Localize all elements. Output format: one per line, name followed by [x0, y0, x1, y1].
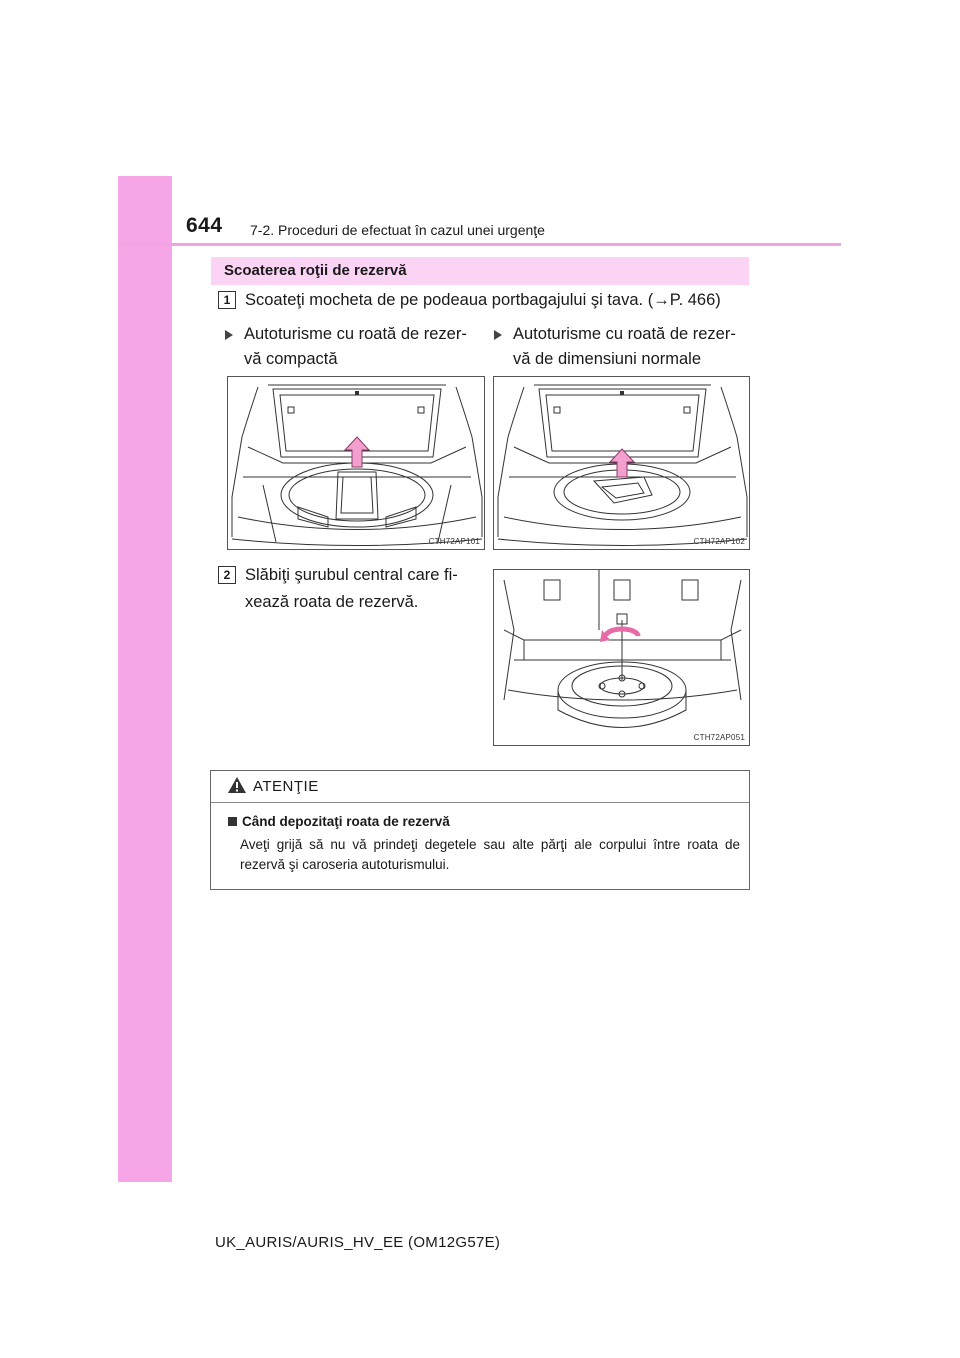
side-tab-band — [118, 176, 172, 1182]
step-2-text-line2: xează roata de rezervă. — [245, 593, 419, 611]
variant-compact-line1: Autoturisme cu roată de rezer- — [244, 325, 467, 343]
warning-subheading — [228, 814, 450, 829]
header-rule — [118, 243, 841, 246]
variant-compact-line2: vă compactă — [244, 350, 338, 368]
figure-code: CTH72AP051 — [693, 733, 745, 742]
figure-code: CTH72AP102 — [693, 537, 745, 546]
warning-title: ATENŢIE — [253, 778, 319, 795]
trunk-compact-illustration — [228, 377, 485, 550]
warning-box — [210, 770, 750, 890]
step-1-text: Scoateţi mocheta de pe podeaua portbagajului şi tava. (→P. 466) — [245, 291, 721, 309]
trunk-full-size-illustration — [494, 377, 750, 550]
warning-header — [211, 771, 749, 803]
step-2-text-line1: Slăbiţi şurubul central care fi- — [245, 566, 458, 584]
bullet-triangle-icon — [494, 330, 502, 340]
page-number: 644 — [186, 214, 223, 237]
variant-compact — [225, 322, 467, 372]
spare-wheel-bolt-illustration — [494, 570, 750, 746]
variant-full-line1: Autoturisme cu roată de rezer- — [513, 325, 736, 343]
figure-loosen-bolt — [493, 569, 750, 746]
variant-full-size — [494, 322, 736, 372]
figure-compact-spare — [227, 376, 485, 550]
bullet-triangle-icon — [225, 330, 233, 340]
section-heading: Scoaterea roţii de rezervă — [211, 257, 749, 285]
figure-full-size-spare — [493, 376, 750, 550]
warning-triangle-icon — [227, 776, 247, 799]
footer-code: UK_AURIS/AURIS_HV_EE (OM12G57E) — [215, 1234, 501, 1251]
section-title: 7-2. Proceduri de efectuat în cazul unei urgenţe — [250, 222, 545, 238]
warning-body: Aveţi grijă să nu vă prindeţi degetele sau alte părţi ale corpului între roata de rezervă şi caroseria autoturismului. — [240, 837, 740, 872]
step-2-text — [245, 562, 485, 616]
variant-full-line2: vă de dimensiuni normale — [513, 350, 702, 368]
square-bullet-icon — [228, 817, 237, 826]
step-2-number: 2 — [218, 566, 236, 584]
figure-code: CTH72AP101 — [428, 537, 480, 546]
step-1-number: 1 — [218, 291, 236, 309]
warning-subheading-text: Când depozitaţi roata de rezervă — [242, 814, 450, 829]
